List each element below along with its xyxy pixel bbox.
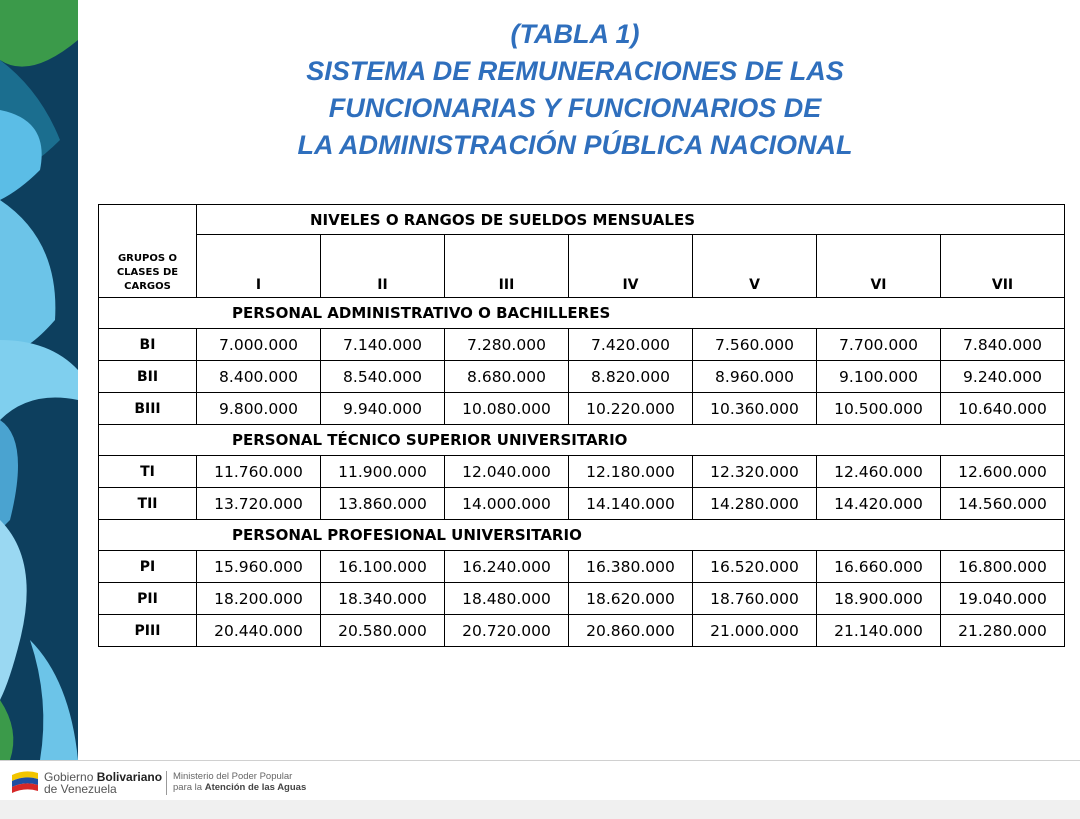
salary-cell: 18.760.000 [693, 583, 817, 615]
salary-cell: 16.520.000 [693, 551, 817, 583]
title-line-2: SISTEMA DE REMUNERACIONES DE LAS [306, 56, 844, 86]
salary-cell: 9.940.000 [321, 393, 445, 425]
levels-header-row [99, 205, 1065, 235]
salary-cell: 13.720.000 [197, 488, 321, 520]
row-label: PIII [99, 615, 197, 647]
salary-cell: 21.000.000 [693, 615, 817, 647]
salary-cell: 12.460.000 [817, 456, 941, 488]
salary-cell: 10.220.000 [569, 393, 693, 425]
salary-table [98, 204, 1065, 647]
table-row [99, 393, 1065, 425]
groups-header [99, 205, 197, 298]
table-body [99, 298, 1065, 647]
salary-cell: 14.140.000 [569, 488, 693, 520]
salary-cell: 19.040.000 [941, 583, 1065, 615]
table-row [99, 456, 1065, 488]
salary-cell: 16.100.000 [321, 551, 445, 583]
title-line-1: (TABLA 1) [510, 19, 640, 49]
salary-cell: 9.800.000 [197, 393, 321, 425]
salary-cell: 12.180.000 [569, 456, 693, 488]
footer-separator [166, 771, 167, 795]
salary-cell: 14.560.000 [941, 488, 1065, 520]
salary-cell: 7.420.000 [569, 329, 693, 361]
salary-cell: 8.820.000 [569, 361, 693, 393]
salary-cell: 9.240.000 [941, 361, 1065, 393]
row-label: BI [99, 329, 197, 361]
salary-cell: 11.900.000 [321, 456, 445, 488]
footer-band [0, 800, 1080, 819]
title-line-3: FUNCIONARIAS Y FUNCIONARIOS DE [328, 93, 822, 123]
salary-cell: 16.240.000 [445, 551, 569, 583]
salary-cell: 8.960.000 [693, 361, 817, 393]
level-header: VII [941, 235, 1065, 298]
salary-cell: 16.800.000 [941, 551, 1065, 583]
salary-cell: 10.080.000 [445, 393, 569, 425]
levels-header: NIVELES O RANGOS DE SUELDOS MENSUALES [197, 205, 1065, 235]
groups-header-line: CLASES DE [116, 267, 179, 278]
salary-cell: 7.840.000 [941, 329, 1065, 361]
section-title: PERSONAL ADMINISTRATIVO O BACHILLERES [99, 298, 1065, 329]
salary-cell: 14.000.000 [445, 488, 569, 520]
salary-cell: 7.700.000 [817, 329, 941, 361]
section-header-row [99, 425, 1065, 456]
salary-cell: 18.200.000 [197, 583, 321, 615]
venezuela-flag-icon [10, 769, 40, 793]
salary-cell: 20.580.000 [321, 615, 445, 647]
salary-cell: 12.320.000 [693, 456, 817, 488]
section-title: PERSONAL PROFESIONAL UNIVERSITARIO [99, 520, 1065, 551]
level-header: VI [817, 235, 941, 298]
salary-cell: 20.440.000 [197, 615, 321, 647]
table-row [99, 329, 1065, 361]
levels-row [99, 235, 1065, 298]
table-row [99, 583, 1065, 615]
salary-cell: 16.380.000 [569, 551, 693, 583]
row-label: BII [99, 361, 197, 393]
row-label: TI [99, 456, 197, 488]
table-row [99, 615, 1065, 647]
salary-cell: 11.760.000 [197, 456, 321, 488]
section-header-row [99, 520, 1065, 551]
level-header: V [693, 235, 817, 298]
row-label: PI [99, 551, 197, 583]
table-row [99, 361, 1065, 393]
salary-cell: 18.340.000 [321, 583, 445, 615]
salary-cell: 7.560.000 [693, 329, 817, 361]
salary-cell: 20.720.000 [445, 615, 569, 647]
table-row [99, 551, 1065, 583]
salary-cell: 8.540.000 [321, 361, 445, 393]
salary-cell: 21.140.000 [817, 615, 941, 647]
salary-cell: 18.480.000 [445, 583, 569, 615]
table-row [99, 488, 1065, 520]
salary-cell: 8.400.000 [197, 361, 321, 393]
salary-cell: 10.500.000 [817, 393, 941, 425]
salary-cell: 15.960.000 [197, 551, 321, 583]
salary-cell: 12.040.000 [445, 456, 569, 488]
salary-cell: 14.420.000 [817, 488, 941, 520]
salary-cell: 12.600.000 [941, 456, 1065, 488]
ministry-line-1: Ministerio del Poder Popular [173, 771, 293, 782]
gov-name: Gobierno Bolivariano [44, 770, 163, 784]
salary-cell: 8.680.000 [445, 361, 569, 393]
salary-cell: 7.280.000 [445, 329, 569, 361]
ministry-line-2: para la Atención de las Aguas [173, 782, 307, 793]
section-title: PERSONAL TÉCNICO SUPERIOR UNIVERSITARIO [99, 425, 1065, 456]
salary-cell: 14.280.000 [693, 488, 817, 520]
salary-cell: 21.280.000 [941, 615, 1065, 647]
salary-cell: 20.860.000 [569, 615, 693, 647]
salary-cell: 10.640.000 [941, 393, 1065, 425]
row-label: BIII [99, 393, 197, 425]
row-label: PII [99, 583, 197, 615]
salary-cell: 7.000.000 [197, 329, 321, 361]
salary-cell: 18.900.000 [817, 583, 941, 615]
salary-cell: 16.660.000 [817, 551, 941, 583]
level-header: I [197, 235, 321, 298]
salary-cell: 18.620.000 [569, 583, 693, 615]
title-line-4: LA ADMINISTRACIÓN PÚBLICA NACIONAL [297, 130, 853, 160]
side-decoration [0, 0, 78, 760]
level-header: II [321, 235, 445, 298]
gov-country: de Venezuela [44, 782, 117, 796]
groups-header-line: CARGOS [124, 281, 171, 292]
page-title [160, 16, 990, 164]
salary-cell: 9.100.000 [817, 361, 941, 393]
salary-cell: 13.860.000 [321, 488, 445, 520]
level-header: IV [569, 235, 693, 298]
salary-cell: 10.360.000 [693, 393, 817, 425]
row-label: TII [99, 488, 197, 520]
section-header-row [99, 298, 1065, 329]
groups-header-line: GRUPOS O [117, 253, 178, 264]
level-header: III [445, 235, 569, 298]
salary-cell: 7.140.000 [321, 329, 445, 361]
